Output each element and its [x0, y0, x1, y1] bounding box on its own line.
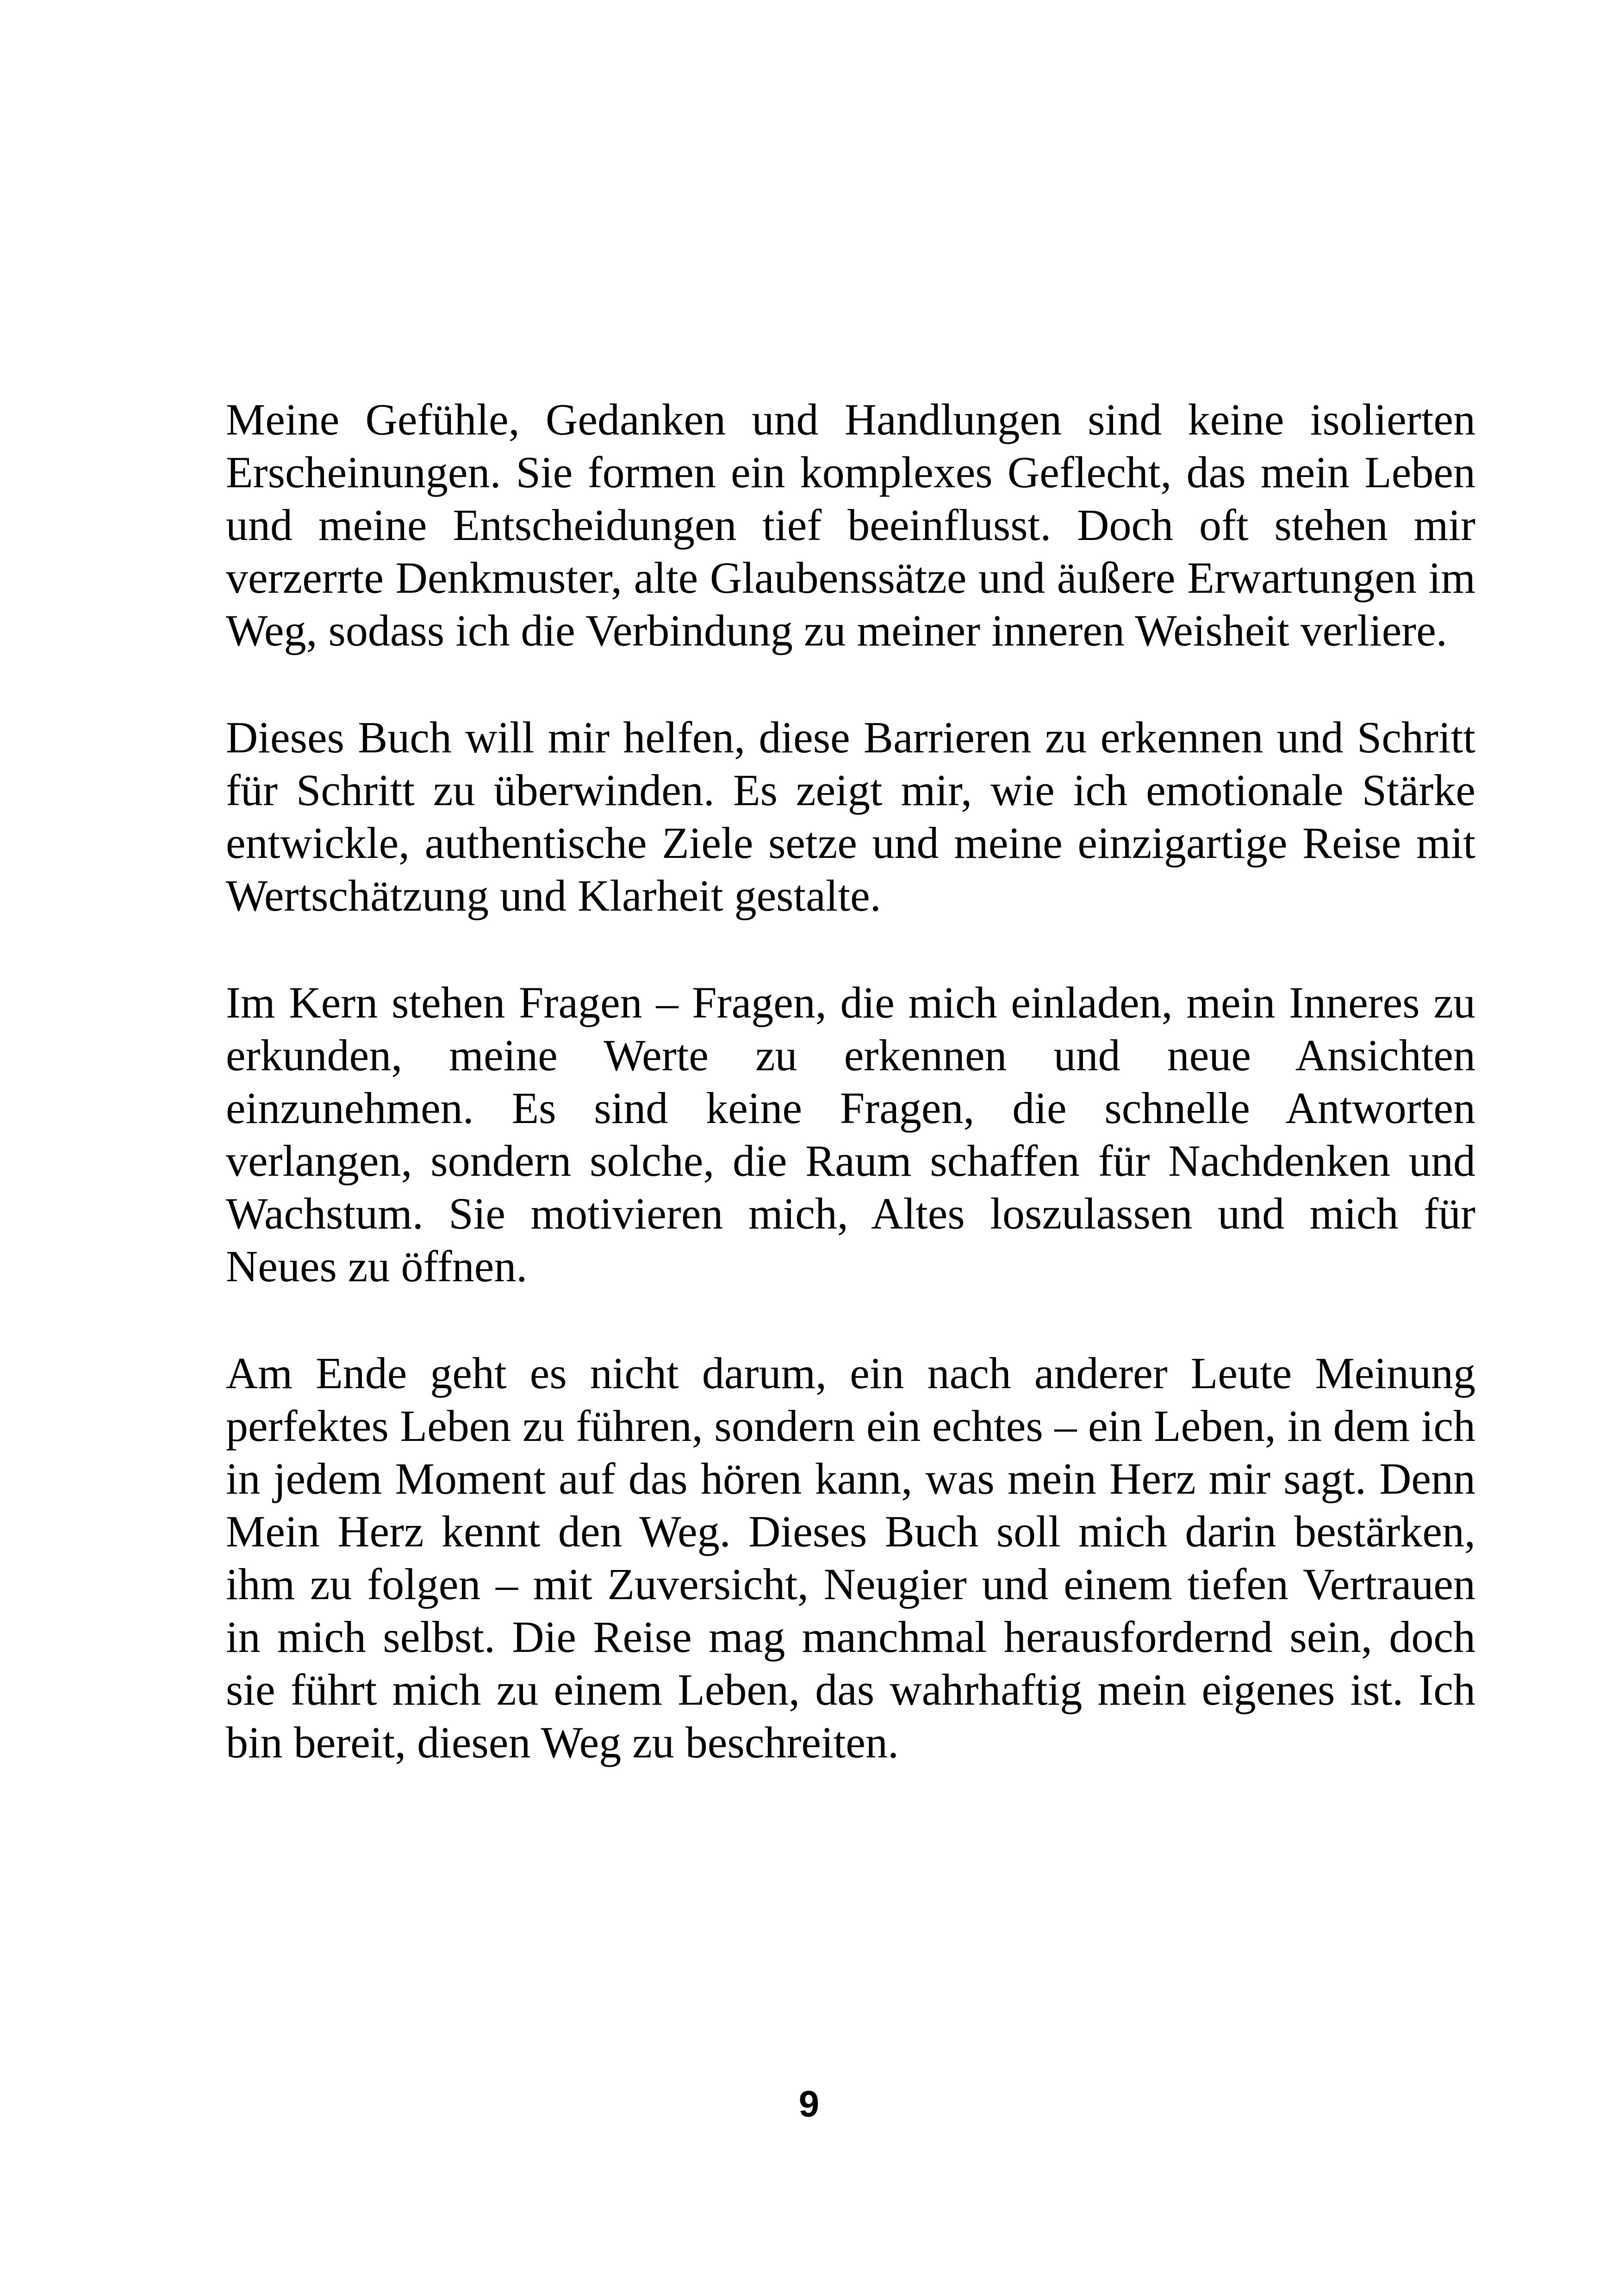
paragraph-2: Dieses Buch will mir helfen, diese Barrieren zu erkennen und Schritt für Schritt zu überwinden. Es zeigt mir, wie ich emotionale Stärke entwickle, authentische Ziele setze und meine einzigartige Reise mit Wertschätzung und Klarheit gestalte. — [226, 713, 1475, 920]
paragraph-3: Im Kern stehen Fragen – Fragen, die mich einladen, mein Inneres zu erkunden, meine Werte zu erkennen und neue Ansichten einzunehmen. Es sind keine Fragen, die schnelle Antworten verlangen, sondern solche, die Raum schaffen für Nachdenken und Wachstum. Sie motivieren mich, Altes loszulassen und mich für Neues zu öffnen. — [226, 978, 1475, 1291]
page-number: 9 — [798, 2083, 820, 2124]
body-text — [226, 393, 1475, 1769]
paragraph-1: Meine Gefühle, Gedanken und Handlungen sind keine isolierten Erscheinungen. Sie formen ein komplexes Geflecht, das mein Leben und meine Entscheidungen tief beeinflusst. Doch oft stehen mir verzerrte Denkmuster, alte Glaubenssätze und äußere Erwartungen im Weg, sodass ich die Verbindung zu meiner inneren Weisheit verliere. — [226, 395, 1475, 655]
paragraph-4: Am Ende geht es nicht darum, ein nach anderer Leute Meinung perfektes Leben zu führen, sondern ein echtes – ein Leben, in dem ich in jedem Moment auf das hören kann, was mein Herz mir sagt. Denn Mein Herz kennt den Weg. Dieses Buch soll mich darin bestärken, ihm zu folgen – mit Zuversicht, Neugier und einem tiefen Vertrauen in mich selbst. Die Reise mag manchmal herausfordernd sein, doch sie führt mich zu einem Leben, das wahrhaftig mein eigenes ist. Ich bin bereit, diesen Weg zu beschreiten. — [226, 1348, 1475, 1767]
